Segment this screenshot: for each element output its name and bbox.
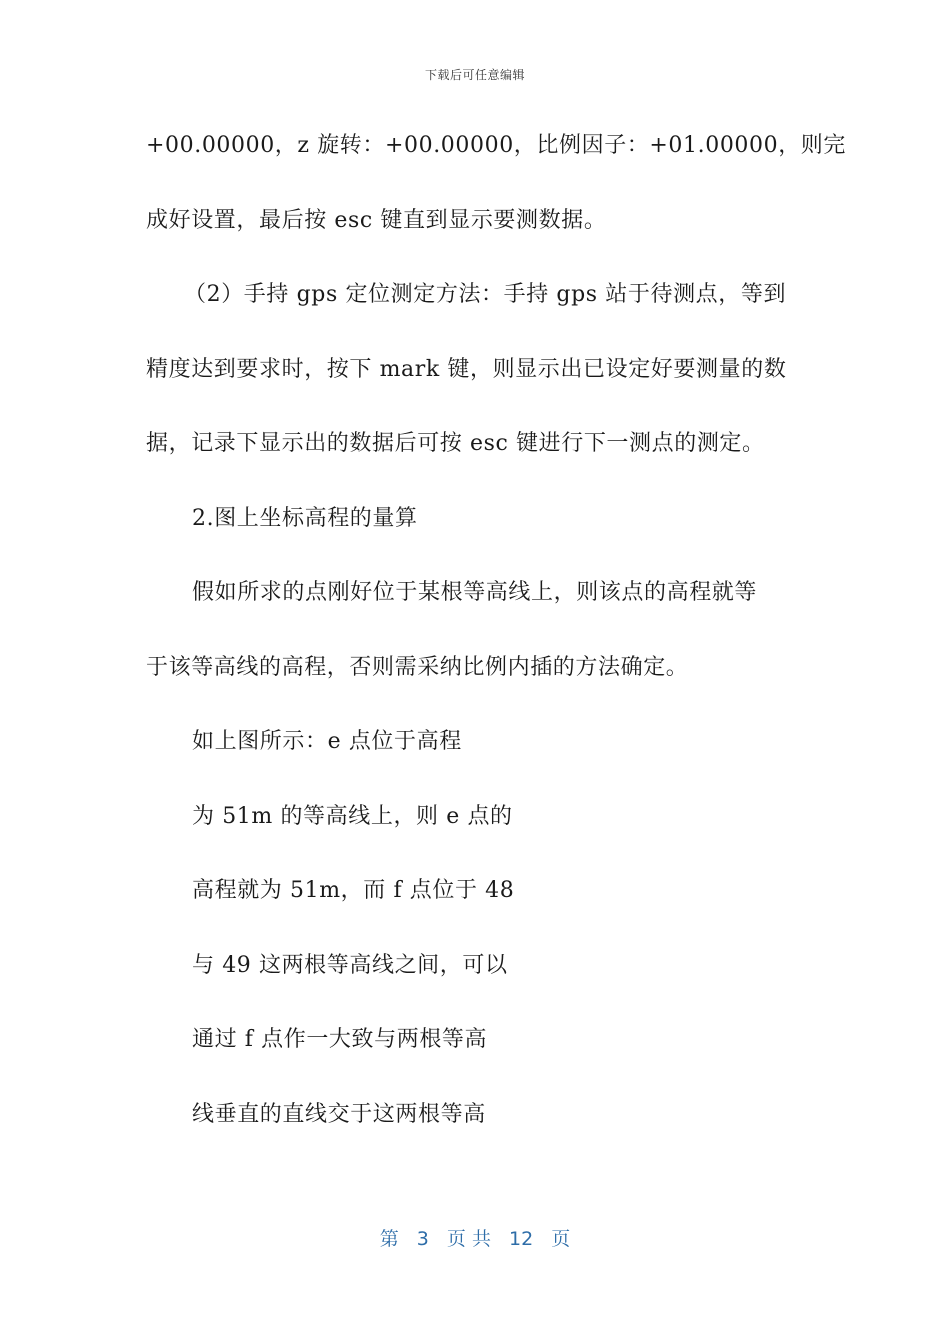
body-line-1: +00.00000，z 旋转：+00.00000，比例因子：+01.00000，则完 [146, 133, 847, 158]
body-line-14: 线垂直的直线交于这两根等高 [192, 1101, 486, 1127]
body-line-3: （2）手持 gps 定位测定方法：手持 gps 站于待测点，等到 [184, 282, 787, 307]
footer-total-pages: 12 [509, 1228, 534, 1250]
body-line-12: 与 49 这两根等高线之间，可以 [192, 952, 508, 978]
body-line-13: 通过 f 点作一大致与两根等高 [192, 1027, 488, 1052]
footer-suffix: 页 [551, 1228, 571, 1250]
footer-total-label: 页 共 [446, 1228, 491, 1250]
body-line-9: 如上图所示：e 点位于高程 [192, 729, 462, 754]
body-line-4: 精度达到要求时，按下 mark 键，则显示出已设定好要测量的数 [146, 356, 787, 382]
document-body [146, 126, 847, 1169]
page-header: 下载后可任意编辑 [424, 68, 525, 82]
footer-page-label: 第 [379, 1228, 399, 1250]
body-line-8: 于该等高线的高程，否则需采纳比例内插的方法确定。 [146, 654, 689, 680]
page-footer [0, 1224, 950, 1251]
body-line-11: 高程就为 51m，而 f 点位于 48 [192, 878, 515, 903]
body-line-2: 成好设置，最后按 esc 键直到显示要测数据。 [146, 207, 607, 233]
body-line-5: 据，记录下显示出的数据后可按 esc 键进行下一测点的测定。 [146, 431, 765, 456]
body-line-10: 为 51m 的等高线上，则 e 点的 [192, 803, 513, 829]
body-line-7: 假如所求的点刚好位于某根等高线上，则该点的高程就等 [192, 580, 758, 605]
footer-page-number: 3 [416, 1228, 429, 1250]
section-heading: 2.图上坐标高程的量算 [192, 505, 418, 531]
